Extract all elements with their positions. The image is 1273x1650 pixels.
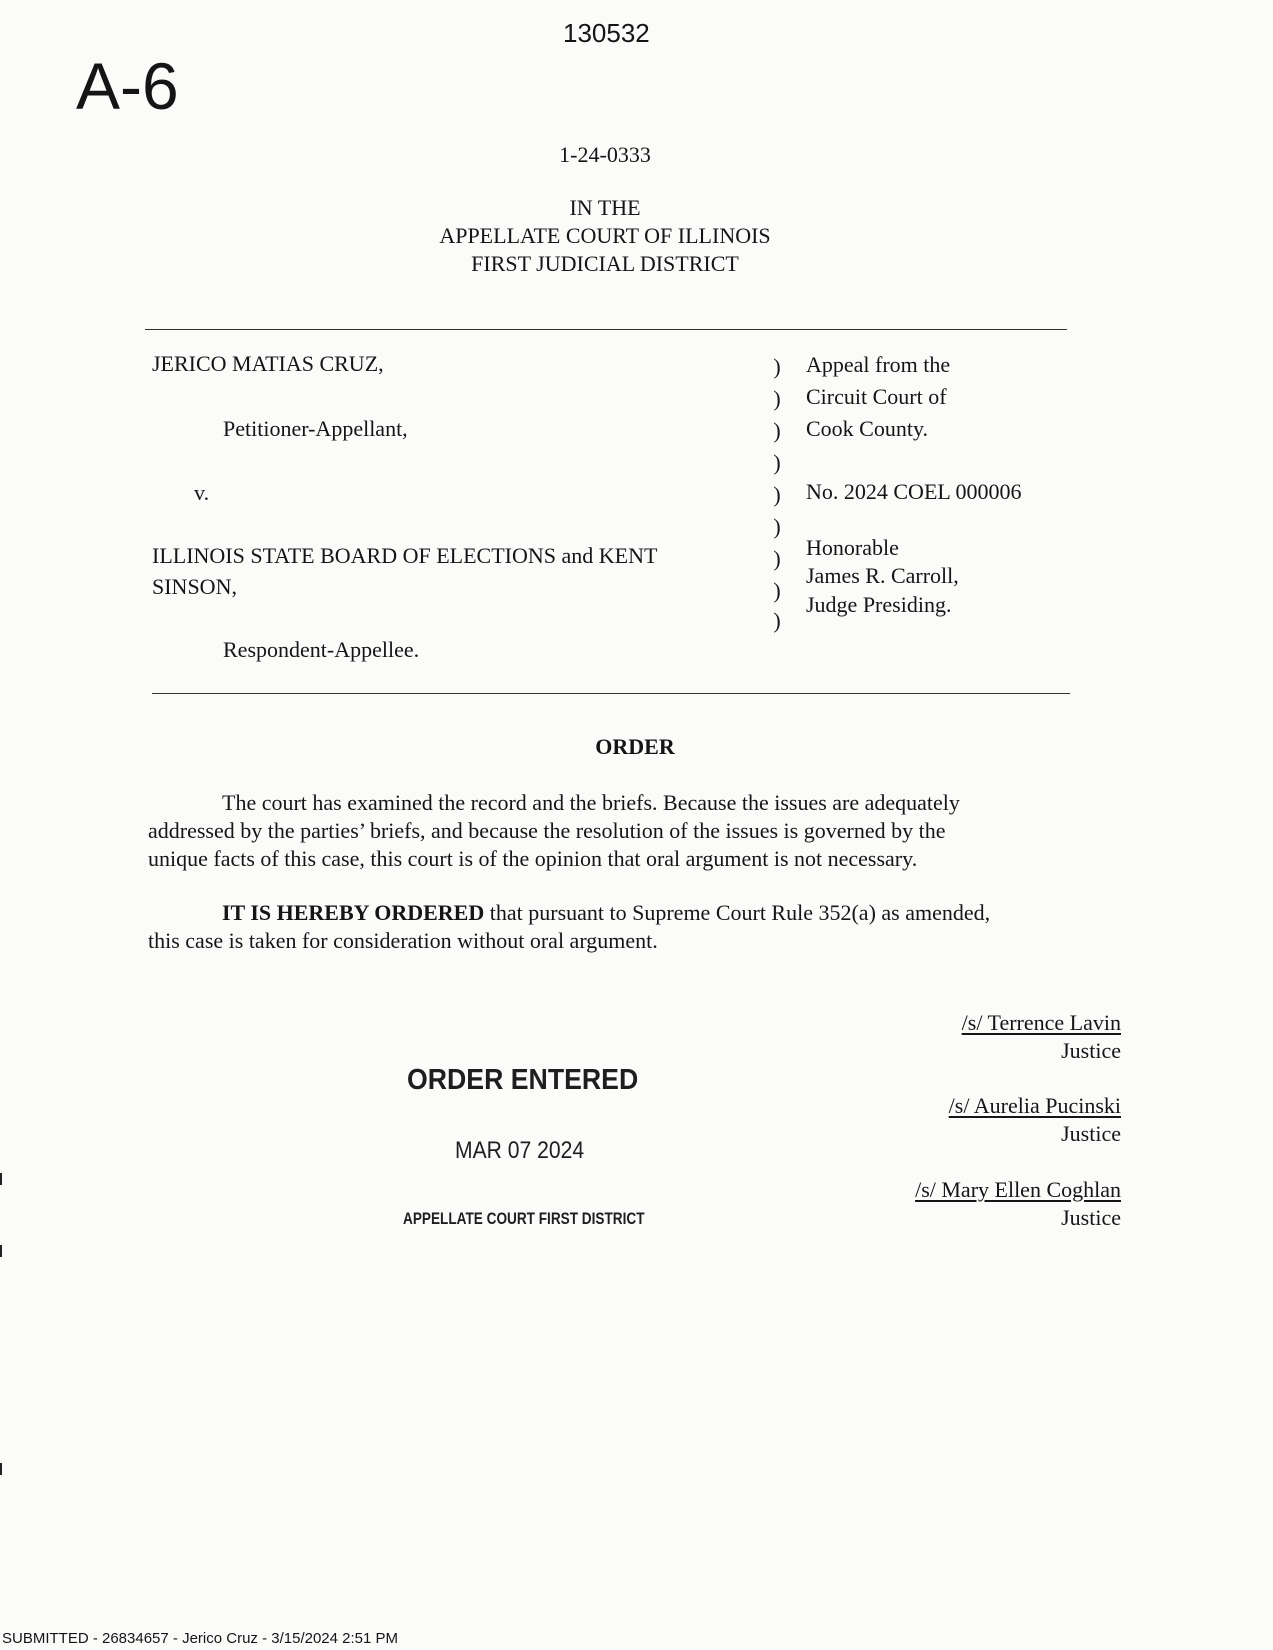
court-line-2: APPELLATE COURT OF ILLINOIS [439,223,771,248]
case-number: 1-24-0333 [559,142,651,167]
court-line-1: IN THE [569,195,641,220]
court-line-3: FIRST JUDICIAL DISTRICT [471,251,739,276]
order-paragraph-1-line-1: The court has examined the record and the briefs. Because the issues are adequately [222,790,960,815]
scan-mark [0,1245,2,1257]
versus: v. [194,480,210,505]
signature-name: /s/ Aurelia Pucinski [948,1093,1121,1118]
docket-number: 130532 [563,18,650,48]
order-paragraph-1-line-3: unique facts of this case, this court is of the opinion that oral argument is not necessary. [148,846,918,871]
caption-paren: ) [773,386,781,411]
order-paragraph-1-line-2: addressed by the parties’ briefs, and because the resolution of the issues is governed by the [148,818,946,843]
caption-paren: ) [773,608,781,633]
order-heading: ORDER [595,734,675,759]
caption-paren: ) [773,546,781,571]
trial-court-number: No. 2024 COEL 000006 [806,479,1022,504]
respondent-role: Respondent-Appellee. [223,637,420,662]
submission-footer: SUBMITTED - 26834657 - Jerico Cruz - 3/15/2024 2:51 PM [2,1630,399,1647]
caption-paren: ) [773,354,781,379]
order-entered-stamp: ORDER ENTERED [407,1064,639,1096]
caption-paren: ) [773,514,781,539]
signature-title: Justice [1061,1121,1121,1146]
signature-title: Justice [1061,1038,1121,1063]
signature-title: Justice [1061,1205,1121,1230]
caption-paren: ) [773,482,781,507]
ordered-clause: IT IS HEREBY ORDERED [222,900,485,925]
caption-paren: ) [773,578,781,603]
petitioner-name: JERICO MATIAS CRUZ, [152,351,384,376]
caption-bottom-rule [152,693,1070,694]
order-paragraph-2-line-2: this case is taken for consideration without oral argument. [148,928,658,953]
caption-top-rule [145,329,1067,330]
appeal-line-1: Appeal from the [806,352,951,377]
caption-paren: ) [773,450,781,475]
signature-name: /s/ Mary Ellen Coghlan [915,1177,1121,1202]
order-paragraph-2-line-1 [222,900,990,926]
judge-line-3: Judge Presiding. [806,592,952,617]
judge-line-1: Honorable [806,535,899,560]
signature-name: /s/ Terrence Lavin [961,1010,1121,1035]
appeal-line-2: Circuit Court of [806,384,947,409]
caption-paren: ) [773,418,781,443]
scan-mark [0,1463,2,1475]
petitioner-role: Petitioner-Appellant, [223,416,408,441]
stamp-date: MAR 07 2024 [455,1137,585,1164]
judge-line-2: James R. Carroll, [806,563,959,588]
appeal-line-3: Cook County. [806,416,929,441]
respondent-line-1: ILLINOIS STATE BOARD OF ELECTIONS and KENT [152,543,658,568]
respondent-line-2: SINSON, [152,574,237,599]
exhibit-label: A-6 [76,49,179,123]
stamp-court: APPELLATE COURT FIRST DISTRICT [403,1209,645,1228]
ordered-text: that pursuant to Supreme Court Rule 352(a) as amended, [484,900,991,925]
scan-mark [0,1173,2,1185]
